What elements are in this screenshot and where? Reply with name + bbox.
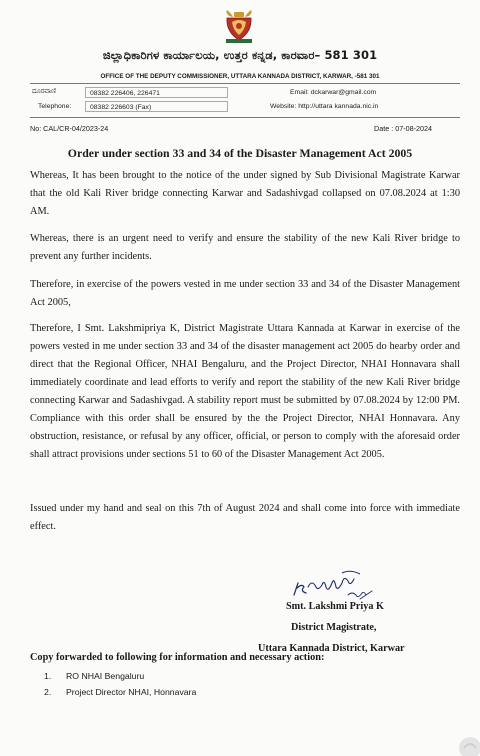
order-paragraph-2: Whereas, there is an urgent need to verify and ensure the stability of the new Kali River bridge to prevent any further incidents. <box>30 233 460 262</box>
signatory-block <box>258 596 405 659</box>
telephone-value: 08382 226603 (Fax) <box>85 101 228 112</box>
copy-recipient-list <box>30 668 196 700</box>
letterhead-divider-top <box>30 83 460 84</box>
reference-date: Date : 07-08-2024 <box>374 124 432 133</box>
list-item <box>30 668 196 684</box>
email-text: Email: dckarwar@gmail.com <box>290 89 377 96</box>
recipient-number: 1. <box>44 671 52 681</box>
order-paragraph-4: Therefore, I Smt. Lakshmipriya K, District Magistrate Uttara Kannada at Karwar in exercise of the powers vested in me under section 33 and 34 of the disaster management act 2005 do hearby order and direct that the Regional Officer, NHAI Bengaluru, and the Project Director, NHAI Honnavara shall immediately coordinate and lead efforts to verify and report the stability of the new Kali River bridge connecting Karwar and Sadashivgad. A stability report must be submitted by 07.08.2024 by 12:00 PM. Compliance with this order shall be ensured by the the Project Director, NHAI Honnavara. Any obstruction, resistance, or refusal by any officer, official, or person to comply with the aforesaid order shall attract provisions under sections 51 to 60 of the Disaster Management Act 2005. <box>30 323 460 460</box>
phone-value: 08382 226406, 226471 <box>85 87 228 98</box>
telephone-label: Telephone: <box>38 103 72 110</box>
signatory-name: Smt. Lakshmi Priya K <box>286 601 384 612</box>
recipient-name: RO NHAI Bengaluru <box>66 671 145 681</box>
signatory-office: Uttara Kannada District, Karwar <box>258 643 405 654</box>
order-paragraph-1: Whereas, It has been brought to the notice of the under signed by Sub Divisional Magistrate Karwar that the old Kali River bridge connecting Karwar and Sadashivgad collapsed on 07.08.2024 at 1:30 AM. <box>30 170 460 217</box>
corner-watermark-icon <box>452 730 480 756</box>
list-item <box>30 684 196 700</box>
signatory-designation: District Magistrate, <box>291 622 377 633</box>
phone-label: ದೂರವಾಣಿ <box>32 88 56 95</box>
order-title: Order under section 33 and 34 of the Disaster Management Act 2005 <box>67 146 413 160</box>
letterhead-divider-bottom <box>30 117 460 118</box>
recipient-number: 2. <box>44 687 52 697</box>
copy-forwarded-heading: Copy forwarded to following for information and necessary action: <box>30 652 325 663</box>
order-paragraph-3: Therefore, in exercise of the powers vested in me under section 33 and 34 of the Disaster Management Act 2005, <box>30 279 460 308</box>
reference-number: No: CAL/CR-04/2023-24 <box>30 124 109 133</box>
order-paragraph-5: Issued under my hand and seal on this 7th of August 2024 and shall come into force with immediate effect. <box>30 503 460 532</box>
website-text: Website: http://uttara kannada.nic.in <box>270 103 379 110</box>
letterhead-office-english: OFFICE OF THE DEPUTY COMMISSIONER, UTTARA KANNADA DISTRICT, KARWAR, -581 301 <box>100 73 380 80</box>
recipient-name: Project Director NHAI, Honnavara <box>66 687 197 697</box>
state-emblem-icon <box>221 10 257 44</box>
letterhead-kannada-title: ಜಿಲ್ಲಾಧಿಕಾರಿಗಳ ಕಾರ್ಯಾಲಯ, ಉತ್ತರ ಕನ್ನಡ, ಕಾರವಾರ– 581 301 <box>102 48 378 62</box>
